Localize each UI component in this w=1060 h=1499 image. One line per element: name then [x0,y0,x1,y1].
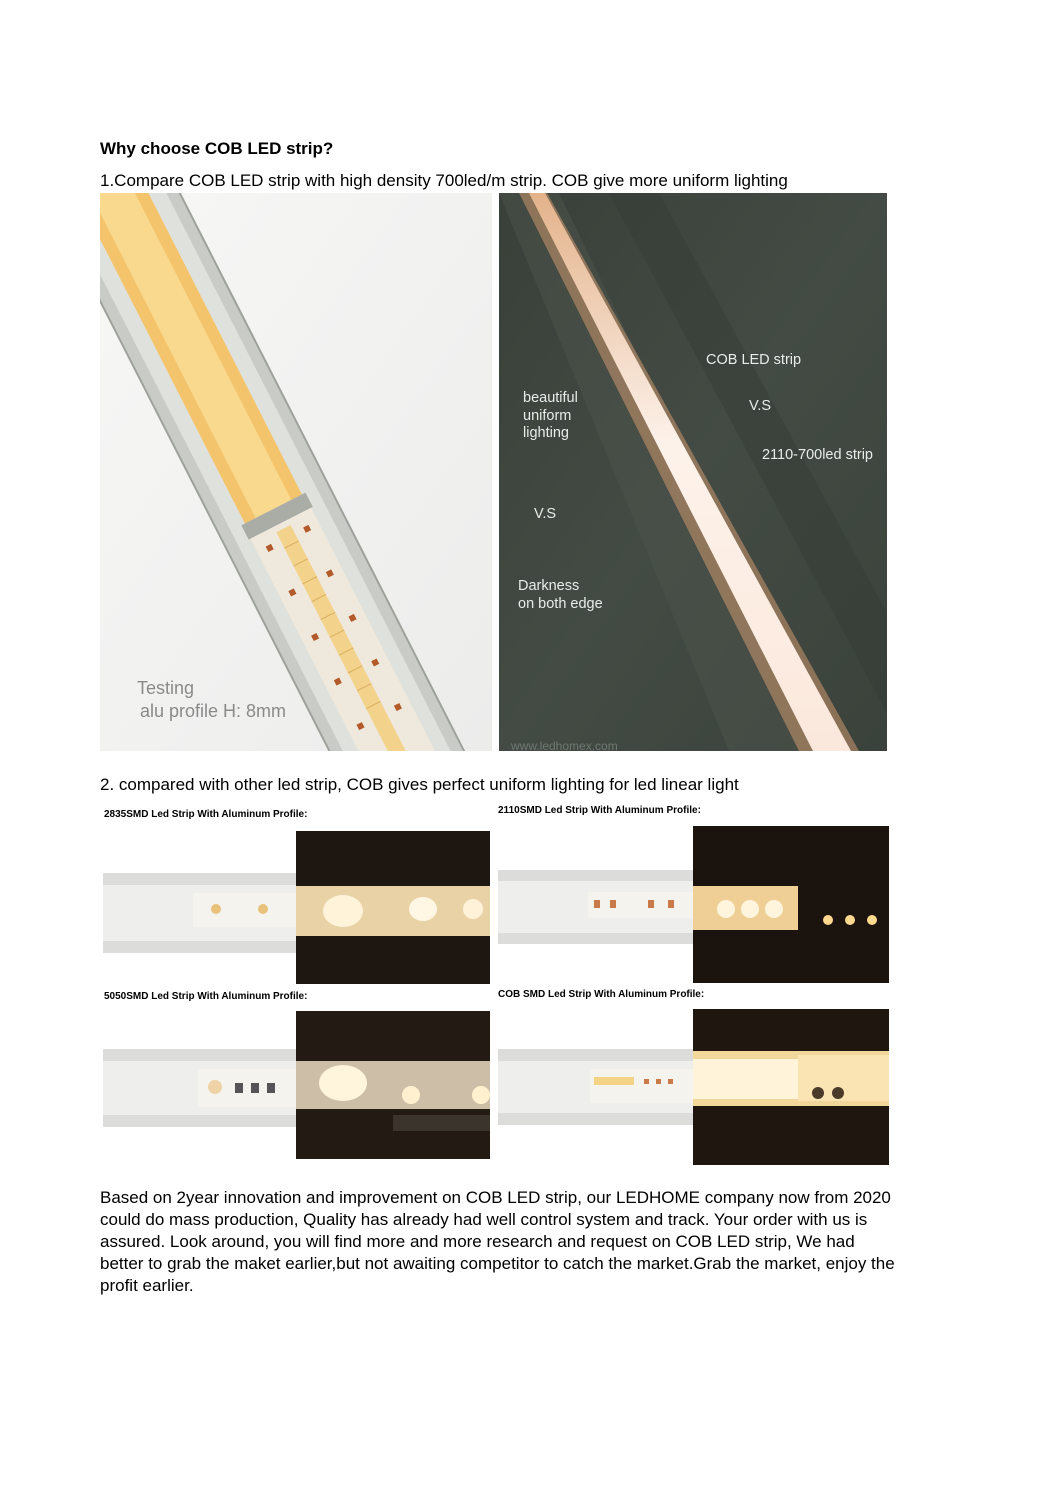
caption-5050: 5050SMD Led Strip With Aluminum Profile: [104,991,308,1002]
panel-2110-photo [498,826,889,983]
panel-cob-photo [498,1009,889,1165]
watermark: www.ledhomex.com [511,739,618,751]
testing-label: Testing [137,678,195,698]
vs-label-top: V.S [749,398,772,414]
cob-vs-smd-closeup-photo [100,193,492,751]
profile-height-label: alu profile H: 8mm [140,701,287,721]
caption-2110: 2110SMD Led Strip With Aluminum Profile: [498,805,701,816]
lighting-label: lighting [523,425,569,441]
page-heading: Why choose COB LED strip? [100,139,334,158]
closing-paragraph: Based on 2year innovation and improvement on COB LED strip, our LEDHOME company now from 2020 could do mass production, Quality has already had well control system and track. Your order with us is assured. Look around, you will find more and more research and request on COB LED strip, We had better to grab the maket earlier,but not awaiting competitor to catch the market.Grab the market, enjoy the profit earlier. [100,1188,895,1295]
beautiful-label: beautiful [523,390,578,406]
section1-text: 1.Compare COB LED strip with high density 700led/m strip. COB give more uniform lighting [100,171,788,190]
lit-profile-illustration [499,193,887,751]
section2-text: 2. compared with other led strip, COB gives perfect uniform lighting for led linear light [100,775,739,794]
profile-strip-illustration [100,193,492,751]
caption-2835: 2835SMD Led Strip With Aluminum Profile: [104,809,308,820]
uniform-label: uniform [523,408,572,424]
edge-label: on both edge [518,596,603,612]
panel-2835-photo [103,831,490,984]
panel-5050-photo [103,1011,490,1159]
vs-label-mid: V.S [534,506,557,522]
cob-vs-2110-lit-photo [499,193,887,751]
2110-strip-label: 2110-700led strip [762,447,873,463]
caption-cob: COB SMD Led Strip With Aluminum Profile: [498,989,705,1000]
cob-strip-label: COB LED strip [706,352,802,368]
darkness-label: Darkness [518,578,580,594]
